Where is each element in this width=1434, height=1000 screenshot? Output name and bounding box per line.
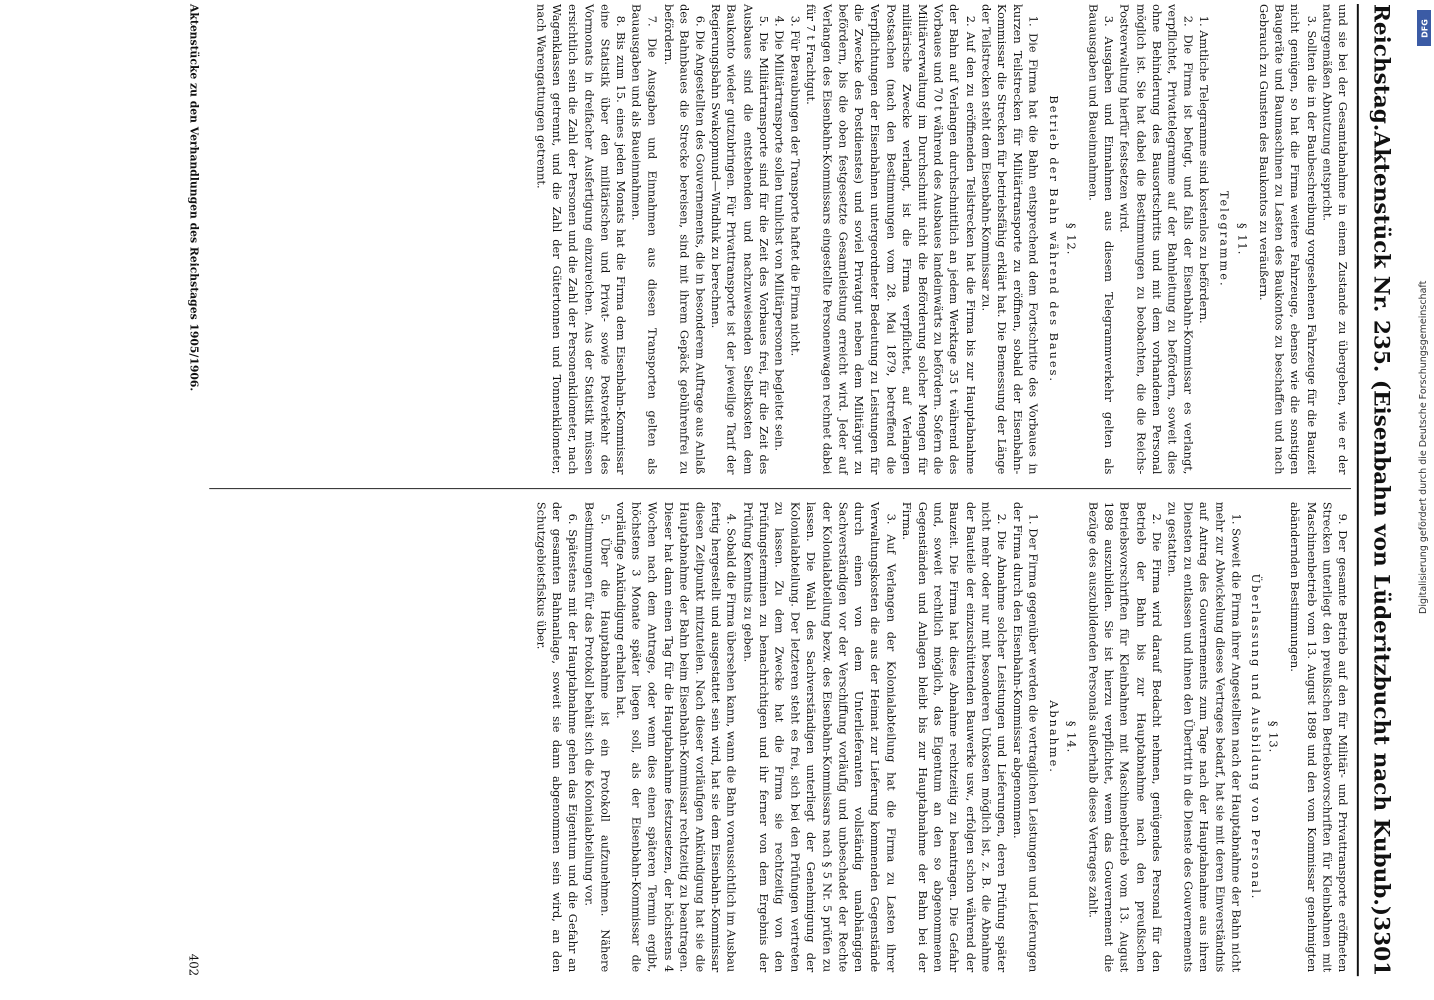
- paragraph: 3. Ausgaben und Einnahmen aus diesem Telegrammverkehr gelten als Bauausgaben und Baueinnahmen.: [1086, 4, 1116, 475]
- paragraph: 1. Die Firma hat die Bahn entsprechend dem Fortschritte des Vorbaues in kurzen Teilstrecken für Militärtransporte zu eröffnen, sobald der Eisenbahn-Kommissar die Strecken für betriebsfähig erklärt hat. Die Bemessung der Länge der Teilstrecken steht dem Eisenbahn-Kommissar zu.: [979, 4, 1041, 475]
- paragraph: 2. Die Abnahme solcher Leistungen und Lieferungen, deren Prüfung später nicht mehr oder nur mit besonderen Unkosten möglich ist, z. B. die Abnahme der Bauteile der einzuschüttenden Bauwerke usw., erfolgen schon während der Bauzeit. Die Firma hat diese Abnahme rechtzeitig zu beantragen. Die Gefahr und, soweit rechtlich möglich, das Eigentum an den so abgenommenen Gegenständen und Anlagen bleibt bis zur Hauptabnahme der Bahn bei der Firma.: [899, 501, 1009, 973]
- paragraph: 3. Sollten die in der Baubeschreibung vorgesehenen Fahrzeuge für die Bauzeit nicht genügen, so hat die Firma weitere Fahrzeuge, ebenso wie die sonstigen Baugeräte und Baumaschinen zu Lasten des Baukontos zu beschaffen und nach Gebrauch zu Gunsten des Baukontos zu veräußern.: [1256, 4, 1319, 475]
- rotated-document-page: [75, 4, 1398, 976]
- paragraph: 6. Die Angestellten des Gouvernements, die in besonderem Auftrage aus Anlaß des Bahnbaues die Strecke bereisen, sind mit ihrem Gepäck gebührenfrei zu befördern.: [661, 4, 708, 475]
- section-number: § 14.: [1064, 720, 1079, 754]
- paragraph: 8. Bis zum 15. eines jeden Monats hat die Firma dem Eisenbahn-Kommissar eine Statistik über den militärischen und Privat- sowie Postverkehr des Vormonats in dreifacher Ausfertigung einzureichen. Aus der Statistik müssen ersichtlich sein die Zahl der Personen und die Zahl der Personenkilometer, nach Wagenklassen getrennt, und die Zahl der Gütertonnen und Tonnenkilometer, nach Warengattungen getrennt.: [534, 4, 628, 475]
- paragraph: 2. Auf den zu eröffnenden Teilstrecken hat die Firma bis zur Hauptabnahme der Bahn auf Verlangen durchschnittlich an jedem Werktage 35 t während des Vorbaues und 70 t während des Ausbaues landeinwärts zu befördern. Sofern die Militärverwaltung im Durchschnitt nicht die Beförderung solcher Mengen für militärische Zwecke verlangt, ist die Firma verpflichtet, auf Verlangen Postsachen (nach den Bestimmungen vom 28. Mai 1879, betreffend die Verpflichtungen der Eisenbahnen untergeordneter Bedeutung zu Leistungen für die Zwecke des Postdienstes) und soviel Privatgut neben dem Militärgut zu befördern, bis die oben festgesetzte Gesamtleistung erreicht wird. Jeder auf Verlangen des Eisenbahn-Kommissars eingestellte Personenwagen rechnet dabei für 7 t Frachtgut.: [804, 4, 978, 475]
- column-divider: [209, 488, 1351, 489]
- section-number: § 12.: [1064, 223, 1079, 256]
- header-left: Reichstag.: [1368, 4, 1395, 132]
- section-number: § 13.: [1266, 720, 1281, 754]
- section-heading: Betrieb der Bahn während des Baues.: [1046, 95, 1061, 383]
- footer-text: Aktenstücke zu den Verhandlungen des Reichstages 1905/1906.: [187, 4, 201, 392]
- section-heading: Abnahme.: [1046, 700, 1061, 774]
- paragraph: 2. Die Firma ist befugt, und falls der Eisenbahn-Kommissar es verlangt, verpflichtet, Privattelegramme auf der Bahnleitung zu befördern, soweit dies ohne Behinderung des Bausortschritts und mit dem vorhandenen Personal möglich ist. Sie hat dabei die Bestimmungen zu beobachten, die die Reichs-Postverwaltung hierfür festsetzen wird.: [1118, 4, 1196, 475]
- paragraph: 5. Über die Hauptabnahme ist ein Protokoll aufzunehmen. Nähere Bestimmungen für das Protokoll behält sich die Kolonialabteilung vor.: [582, 501, 612, 973]
- footer-page-number: 402: [186, 953, 201, 977]
- paragraph: 1. Amtliche Telegramme sind kostenlos zu befördern.: [1197, 15, 1212, 324]
- paragraph: 4. Sobald die Firma übersehen kann, wann die Bahn voraussichtlich im Ausbau fertig hergestellt und ausgestattet sein wird, hat sie dem Eisenbahn-Kommissar diesen Zeitpunkt mitzuteilen. Nach dieser vorläufigen Ankündigung hat sie die Hauptabnahme der Bahn beim Eisenbahn-Kommissar rechtzeitig zu beantragen. Dieser hat dann einen Tag für die Hauptabnahme festzusetzen, der höchstens 4 Wochen nach dem Antrage, oder wenn dies einen späteren Termin ergibt, höchstens 3 Monate später liegen soll, als der Eisenbahn-Kommissar die vorläufige Ankündigung erhalten hat.: [614, 501, 739, 973]
- running-header: [1357, 4, 1398, 976]
- dfg-logo: [1417, 10, 1431, 46]
- paragraph: 1. Der Firma gegenüber werden die vertraglichen Leistungen und Lieferungen der Firma durch den Eisenbahn-Kommissar abgenommen.: [1011, 501, 1041, 973]
- paragraph: 1. Soweit die Firma ihrer Angestellten nach der Hauptabnahme der Bahn nicht mehr zur Abwickelung dieses Vertrages bedarf, hat sie mit deren Einverständnis auf Antrag des Gouvernements zum Tage nach der Hauptabnahme aus ihren Diensten zu entlassen und ihnen den Übertritt in die Dienste des Gouvernements zu gestatten.: [1165, 501, 1243, 973]
- paragraph: 4. Die Militärtransporte sollen tunlichst von Militärpersonen begleitet sein.: [772, 15, 787, 452]
- paragraph: 3. Auf Verlangen der Kolonialabteilung hat die Firma zu Lasten ihrer Verwaltungskosten die aus der Heimat zur Lieferung kommenden Gegenstände durch einen von dem Unterlieferanten vollständig unabhängigen Sachverständigen vor der Verschiffung vorläufig und unbeschadet der Rechte der Kolonialabteilung bezw. des Eisenbahn-Kommissars nach § 5 Nr. 5 prüfen zu lassen. Die Wahl des Sachverständigen unterliegt der Genehmigung der Kolonialabteilung. Der letzteren steht es frei, sich bei den Prüfungen vertreten zu lassen. Zu dem Zwecke hat die Firma sie rechtzeitig von den Prüfungsterminen zu benachrichtigen und ihr ferner von dem Ergebnis der Prüfung Kenntnis zu geben.: [741, 501, 898, 973]
- section-heading: Telegramme.: [1217, 190, 1231, 288]
- dfg-logo-text: DFG: [1420, 19, 1430, 38]
- paragraph: 3. Für Beraubungen der Transporte haftet die Firma nicht.: [788, 15, 803, 357]
- section-number: § 11.: [1235, 223, 1249, 256]
- left-column: [533, 4, 1350, 474]
- paragraph: 2. Die Firma wird darauf Bedacht nehmen, genügendes Personal für den Betrieb der Bahn bis zur Hauptabnahme nach den preußischen Betriebsvorschriften für Kleinbahnen mit Maschinenbetrieb vom 13. August 1898 auszubilden. Sie ist hierzu verpflichtet, wenn das Gouvernement die Bezüge des auszubildenden Personals außerhalb dieses Vertrages zahlt.: [1086, 501, 1164, 973]
- funding-note-text: Digitalisierung gefördert durch die Deutsche Forschungsgemeinschaft: [1418, 280, 1429, 614]
- header-page-number: 3301: [1368, 916, 1395, 977]
- paragraph: und sie bei der Gesamtabnahme in einem Zustande zu übergeben, wie er der naturgemäßen Abnutzung entspricht.: [1320, 4, 1350, 475]
- right-column: [533, 502, 1350, 972]
- paragraph: 6. Spätestens mit der Hauptabnahme gehen das Eigentum und die Gefahr an der gesamten Bahnanlage, soweit sie dann abgenommen sein wird, an den Schutzgebietsfiskus über.: [534, 501, 581, 973]
- section-heading: Überlassung und Ausbildung von Personal.: [1249, 573, 1263, 901]
- paragraph: 7. Die Ausgaben und Einnahmen aus diesen Transporten gelten als Bauausgaben und als Baueinnahmen.: [629, 4, 660, 475]
- header-title: Aktenstück Nr. 235. (Eisenbahn von Lüderitzbucht nach Kubub.): [1368, 131, 1395, 917]
- digitization-sidebar: [1416, 8, 1432, 998]
- paragraph: 5. Die Militärtransporte sind für die Zeit des Vorbaues frei, für die Zeit des Ausbaues sind die entstehenden und nachzuweisenden Selbstkosten dem Baukonto wieder gutzubringen. Für Privattransporte ist der jeweilige Tarif der Regierungsbahn Swakopmund—Windhuk zu berechnen.: [709, 4, 771, 475]
- funding-note: [1416, 54, 1432, 994]
- paragraph: 9. Der gesamte Betrieb auf den für Militär- und Privattransporte eröffneten Strecken unterliegt den preußischen Betriebsvorschriften für Kleinbahnen mit Maschinenbetrieb vom 13. August 1898 und den vom Kommissar genehmigten abändernden Bestimmungen.: [1288, 501, 1350, 973]
